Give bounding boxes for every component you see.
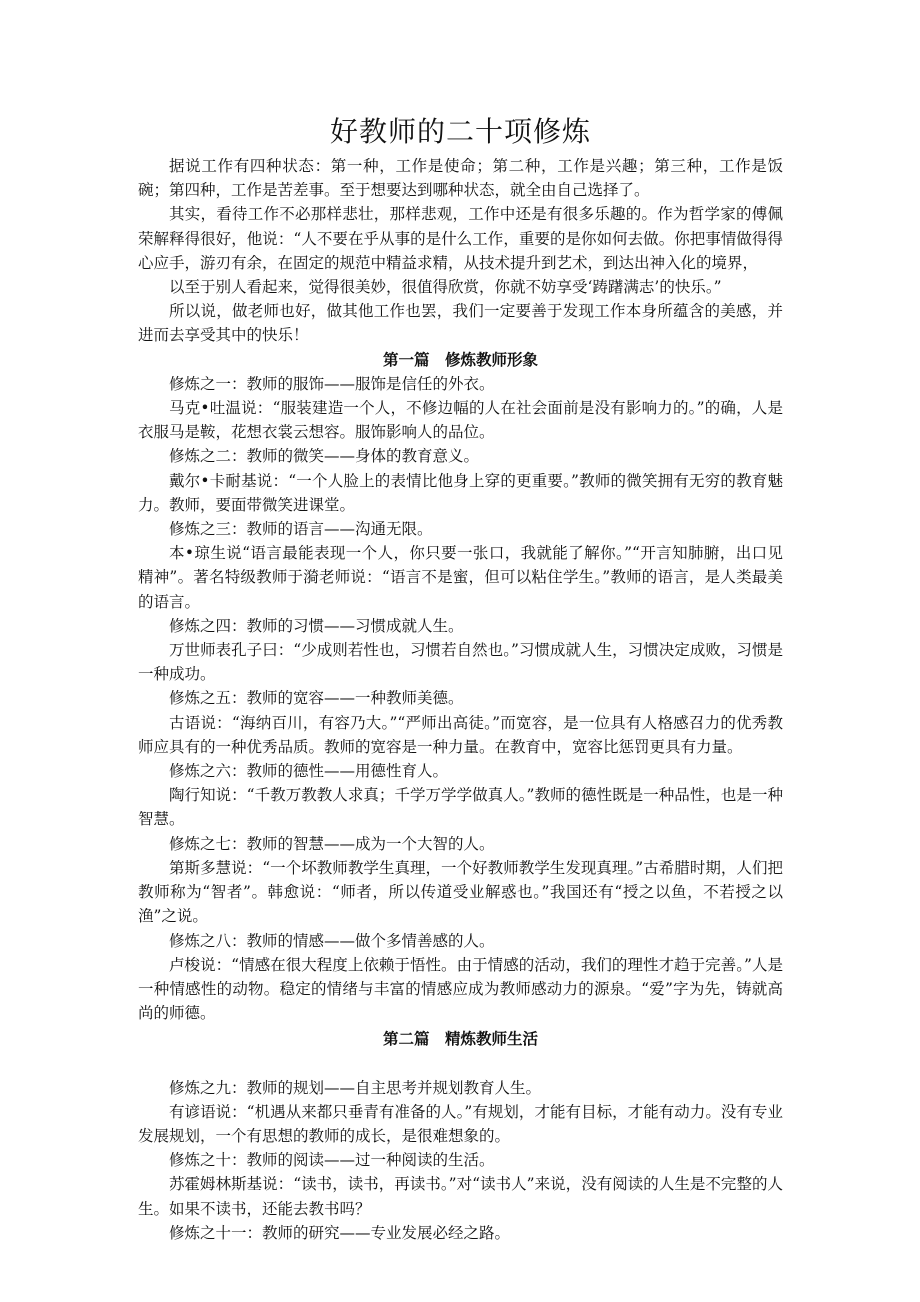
document-title: 好教师的二十项修炼	[329, 115, 591, 148]
cultivation-item: 修炼之五：教师的宽容——一种教师美德。	[169, 689, 464, 708]
intro-paragraph: 据说工作有四种状态：第一种，工作是使命；第二种，工作是兴趣；第三种，工作是饭碗；第四种，工作是苦差事。至于想要达到哪种状态，就全由自己选择了。	[138, 157, 783, 200]
cultivation-item: 修炼之十：教师的阅读——过一种阅读的生活。	[169, 1151, 495, 1170]
cultivation-item: 修炼之七：教师的智慧——成为一个大智的人。	[169, 834, 495, 853]
section-1	[138, 348, 783, 1026]
cultivation-item: 修炼之十一：教师的研究——专业发展必经之路。	[169, 1223, 511, 1242]
cultivation-item: 修炼之九：教师的规划——自主思考并规划教育人生。	[169, 1078, 542, 1097]
section-1-heading: 第一篇 修炼教师形象	[382, 349, 538, 369]
intro-paragraph: 以至于别人看起来，觉得很美妙，很值得欣赏，你就不妨享受‘踌躇满志’的快乐。”	[169, 278, 722, 297]
quote-paragraph: 戴尔•卡耐基说：“一个人脸上的表情比他身上穿的更重要。”教师的微笑拥有无穷的教育魅力。教师，要面带微笑进课堂。	[138, 471, 783, 514]
quote-paragraph: 第斯多慧说：“一个坏教师教学生真理，一个好教师教学生发现真理。”古希腊时期，人们把教师称为“智者”。韩愈说：“师者，所以传道受业解惑也。”我国还有“授之以鱼，不若授之以渔”之说。	[138, 858, 783, 926]
intro-section	[138, 154, 783, 348]
quote-paragraph: 苏霍姆林斯基说：“读书，读书，再读书。”对“读书人”来说，没有阅读的人生是不完整的人生。如果不读书，还能去教书吗？	[138, 1175, 783, 1218]
cultivation-item: 修炼之六：教师的德性——用德性育人。	[169, 762, 449, 781]
cultivation-item: 修炼之八：教师的情感——做个多情善感的人。	[169, 931, 495, 950]
quote-paragraph: 有谚语说：“机遇从来都只垂青有准备的人。”有规划，才能有目标，才能有动力。没有专业发展规划，一个有思想的教师的成长，是很难想象的。	[138, 1102, 783, 1145]
intro-paragraph: 其实，看待工作不必那样悲壮，那样悲观，工作中还是有很多乐趣的。作为哲学家的傅佩荣解释得很好，他说：“人不要在乎从事的是什么工作，重要的是你如何去做。你把事情做得得心应手，游刃有余，在固定的规范中精益求精，从技术提升到艺术，到达出神入化的境界，	[138, 205, 783, 272]
section-2-heading: 第二篇 精炼教师生活	[382, 1029, 538, 1049]
quote-paragraph: 卢梭说：“情感在很大程度上依赖于悟性。由于情感的活动，我们的理性才趋于完善。”人是一种情感性的动物。稳定的情绪与丰富的情感应成为教师感动力的源泉。“爱”字为先，铸就高尚的师德。	[138, 955, 783, 1023]
cultivation-item: 修炼之三：教师的语言——沟通无限。	[169, 520, 433, 539]
section-2	[138, 1027, 783, 1245]
quote-paragraph: 古语说：“海纳百川，有容乃大。”“严师出高徒。”而宽容，是一位具有人格感召力的优秀教师应具有的一种优秀品质。教师的宽容是一种力量。在教育中，宽容比惩罚更具有力量。	[138, 713, 783, 756]
intro-paragraph: 所以说，做老师也好，做其他工作也罢，我们一定要善于发现工作本身所蕴含的美感，并进而去享受其中的快乐！	[138, 302, 783, 345]
quote-paragraph: 陶行知说：“千教万教教人求真；千学万学学做真人。”教师的德性既是一种品性，也是一种智慧。	[138, 786, 783, 829]
cultivation-item: 修炼之四：教师的习惯——习惯成就人生。	[169, 616, 464, 635]
cultivation-item: 修炼之一：教师的服饰——服饰是信任的外衣。	[169, 374, 495, 393]
document-page	[138, 112, 783, 1245]
quote-paragraph: 万世师表孔子曰：“少成则若性也，习惯若自然也。”习惯成就人生，习惯决定成败，习惯是一种成功。	[138, 641, 783, 684]
quote-paragraph: 本•琼生说“语言最能表现一个人，你只要一张口，我就能了解你。”“开言知肺腑，出口见精神”。著名特级教师于漪老师说：“语言不是蜜，但可以粘住学生。”教师的语言，是人类最美的语言。	[138, 544, 783, 611]
quote-paragraph: 马克•吐温说：“服装建造一个人，不修边幅的人在社会面前是没有影响力的。”的确，人是衣服马是鞍，花想衣裳云想容。服饰影响人的品位。	[138, 399, 783, 442]
cultivation-item: 修炼之二：教师的微笑——身体的教育意义。	[169, 447, 480, 466]
